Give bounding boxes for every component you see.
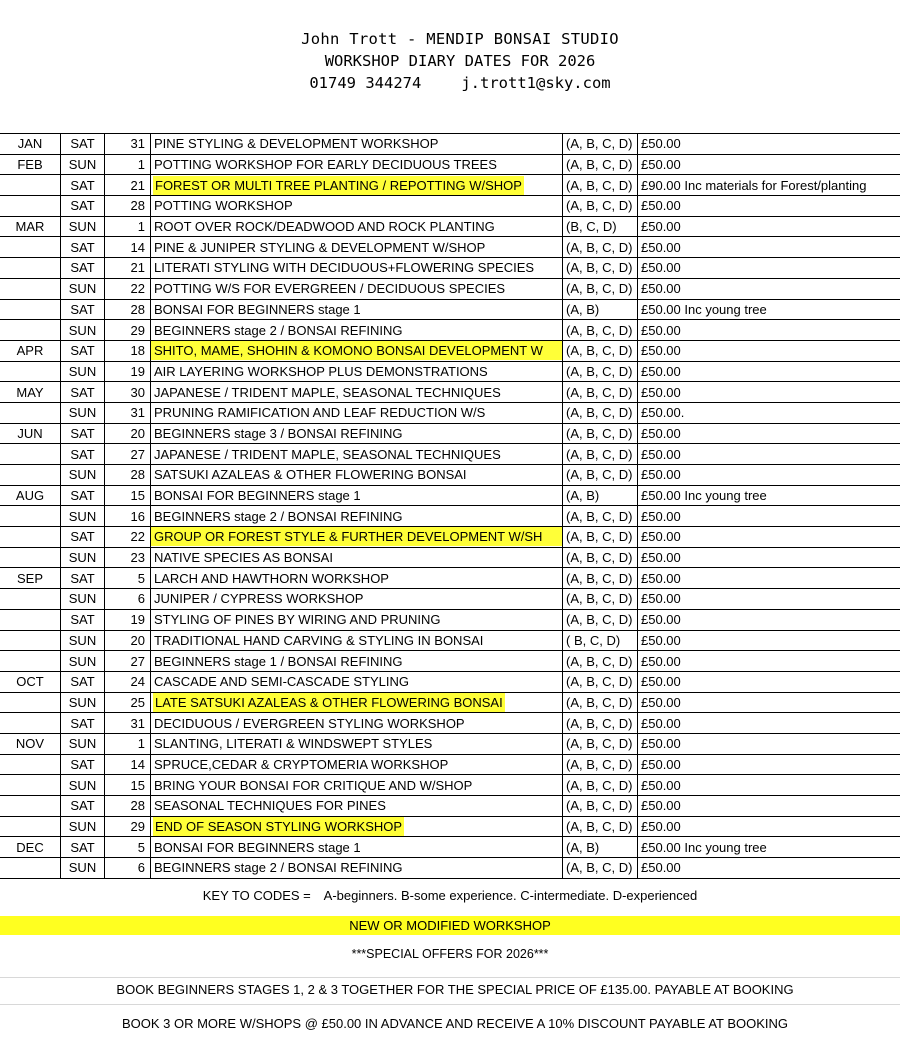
- table-row: [0, 465, 900, 486]
- workshop-title-cell: PINE STYLING & DEVELOPMENT WORKSHOP: [151, 134, 563, 155]
- day-cell: SUN: [61, 506, 105, 527]
- table-row: [0, 692, 900, 713]
- workshop-title-cell: BONSAI FOR BEGINNERS stage 1: [151, 299, 563, 320]
- workshop-title-cell: PRUNING RAMIFICATION AND LEAF REDUCTION W/S: [151, 402, 563, 423]
- month-cell: [0, 237, 61, 258]
- month-cell: [0, 361, 61, 382]
- month-cell: [0, 278, 61, 299]
- price-cell: £50.00: [638, 671, 900, 692]
- codes-cell: (A, B): [563, 299, 638, 320]
- table-row: [0, 382, 900, 403]
- workshop-title-cell: POTTING WORKSHOP: [151, 196, 563, 217]
- month-cell: [0, 527, 61, 548]
- month-cell: MAR: [0, 216, 61, 237]
- table-row: [0, 630, 900, 651]
- workshop-title-cell: STYLING OF PINES BY WIRING AND PRUNING: [151, 609, 563, 630]
- new-workshop-highlight: END OF SEASON STYLING WORKSHOP: [155, 819, 403, 835]
- workshop-title-cell: TRADITIONAL HAND CARVING & STYLING IN BONSAI: [151, 630, 563, 651]
- table-row: [0, 134, 900, 155]
- price-cell: £50.00: [638, 423, 900, 444]
- codes-cell: (A, B): [563, 837, 638, 858]
- codes-cell: (A, B, C, D): [563, 465, 638, 486]
- codes-cell: (A, B, C, D): [563, 444, 638, 465]
- price-cell: £50.00: [638, 589, 900, 610]
- date-cell: 30: [105, 382, 151, 403]
- date-cell: 21: [105, 175, 151, 196]
- day-cell: SAT: [61, 527, 105, 548]
- month-cell: [0, 320, 61, 341]
- workshop-title-cell: SLANTING, LITERATI & WINDSWEPT STYLES: [151, 733, 563, 754]
- codes-cell: (A, B, C, D): [563, 134, 638, 155]
- date-cell: 28: [105, 299, 151, 320]
- workshop-title-cell: JUNIPER / CYPRESS WORKSHOP: [151, 589, 563, 610]
- table-row: [0, 816, 900, 837]
- date-cell: 14: [105, 754, 151, 775]
- month-cell: APR: [0, 340, 61, 361]
- date-cell: 22: [105, 278, 151, 299]
- workshop-title-cell: DECIDUOUS / EVERGREEN STYLING WORKSHOP: [151, 713, 563, 734]
- day-cell: SAT: [61, 196, 105, 217]
- price-cell: £50.00.: [638, 402, 900, 423]
- codes-cell: (A, B, C, D): [563, 733, 638, 754]
- price-cell: £50.00: [638, 692, 900, 713]
- day-cell: SUN: [61, 547, 105, 568]
- price-cell: £50.00: [638, 465, 900, 486]
- month-cell: [0, 651, 61, 672]
- day-cell: SUN: [61, 402, 105, 423]
- month-cell: NOV: [0, 733, 61, 754]
- codes-cell: (A, B, C, D): [563, 196, 638, 217]
- date-cell: 31: [105, 402, 151, 423]
- codes-cell: (A, B): [563, 485, 638, 506]
- day-cell: SAT: [61, 444, 105, 465]
- price-cell: £50.00: [638, 258, 900, 279]
- phone-number: 01749 344274: [309, 74, 422, 92]
- day-cell: SAT: [61, 671, 105, 692]
- table-row: [0, 527, 900, 548]
- workshop-title-cell: [151, 816, 563, 837]
- table-row: [0, 754, 900, 775]
- table-row: [0, 278, 900, 299]
- table-row: [0, 299, 900, 320]
- day-cell: SUN: [61, 733, 105, 754]
- table-row: [0, 858, 900, 879]
- key-text: A-beginners. B-some experience. C-intermediate. D-experienced: [323, 888, 698, 903]
- day-cell: SAT: [61, 796, 105, 817]
- price-cell: £90.00 Inc materials for Forest/planting: [638, 175, 900, 196]
- date-cell: 1: [105, 216, 151, 237]
- new-workshop-highlight: SHITO, MAME, SHOHIN & KOMONO BONSAI DEVELOPMENT W: [151, 341, 562, 360]
- month-cell: SEP: [0, 568, 61, 589]
- table-row: [0, 547, 900, 568]
- date-cell: 27: [105, 444, 151, 465]
- date-cell: 18: [105, 340, 151, 361]
- date-cell: 19: [105, 361, 151, 382]
- codes-cell: (A, B, C, D): [563, 527, 638, 548]
- price-cell: £50.00: [638, 547, 900, 568]
- price-cell: £50.00: [638, 278, 900, 299]
- day-cell: SAT: [61, 175, 105, 196]
- day-cell: SUN: [61, 589, 105, 610]
- month-cell: [0, 816, 61, 837]
- date-cell: 24: [105, 671, 151, 692]
- month-cell: [0, 754, 61, 775]
- date-cell: 28: [105, 796, 151, 817]
- workshop-title-cell: BEGINNERS stage 2 / BONSAI REFINING: [151, 858, 563, 879]
- new-workshop-legend: NEW OR MODIFIED WORKSHOP: [0, 916, 900, 935]
- workshop-title-cell: LITERATI STYLING WITH DECIDUOUS+FLOWERING SPECIES: [151, 258, 563, 279]
- codes-cell: (A, B, C, D): [563, 671, 638, 692]
- month-cell: [0, 547, 61, 568]
- month-cell: [0, 775, 61, 796]
- table-row: [0, 320, 900, 341]
- table-row: [0, 506, 900, 527]
- workshop-title-cell: AIR LAYERING WORKSHOP PLUS DEMONSTRATIONS: [151, 361, 563, 382]
- workshop-title-cell: SPRUCE,CEDAR & CRYPTOMERIA WORKSHOP: [151, 754, 563, 775]
- day-cell: SAT: [61, 485, 105, 506]
- workshop-title-cell: JAPANESE / TRIDENT MAPLE, SEASONAL TECHNIQUES: [151, 444, 563, 465]
- price-cell: £50.00 Inc young tree: [638, 299, 900, 320]
- price-cell: £50.00: [638, 361, 900, 382]
- codes-cell: (A, B, C, D): [563, 775, 638, 796]
- table-row: [0, 837, 900, 858]
- date-cell: 1: [105, 733, 151, 754]
- price-cell: £50.00: [638, 134, 900, 155]
- month-cell: [0, 299, 61, 320]
- day-cell: SUN: [61, 216, 105, 237]
- date-cell: 21: [105, 258, 151, 279]
- diary-title: WORKSHOP DIARY DATES FOR 2026: [324, 52, 596, 70]
- codes-cell: (A, B, C, D): [563, 692, 638, 713]
- table-row: [0, 196, 900, 217]
- month-cell: [0, 858, 61, 879]
- special-offer-1: BOOK BEGINNERS STAGES 1, 2 & 3 TOGETHER FOR THE SPECIAL PRICE OF £135.00. PAYABLE AT BOOKING: [116, 982, 794, 997]
- price-cell: £50.00: [638, 816, 900, 837]
- day-cell: SAT: [61, 237, 105, 258]
- month-cell: AUG: [0, 485, 61, 506]
- date-cell: 23: [105, 547, 151, 568]
- day-cell: SAT: [61, 258, 105, 279]
- date-cell: 28: [105, 465, 151, 486]
- table-row: [0, 485, 900, 506]
- special-offers-title: ***SPECIAL OFFERS FOR 2026***: [351, 947, 549, 961]
- table-row: [0, 609, 900, 630]
- new-workshop-highlight: LATE SATSUKI AZALEAS & OTHER FLOWERING BONSAI: [155, 694, 503, 710]
- email-address: j.trott1@sky.com: [461, 74, 611, 92]
- new-workshop-highlight: FOREST OR MULTI TREE PLANTING / REPOTTING W/SHOP: [155, 177, 522, 193]
- workshop-title-cell: SEASONAL TECHNIQUES FOR PINES: [151, 796, 563, 817]
- workshop-title-cell: BEGINNERS stage 3 / BONSAI REFINING: [151, 423, 563, 444]
- month-cell: [0, 630, 61, 651]
- month-cell: DEC: [0, 837, 61, 858]
- day-cell: SAT: [61, 382, 105, 403]
- date-cell: 16: [105, 506, 151, 527]
- day-cell: SAT: [61, 609, 105, 630]
- table-row: [0, 589, 900, 610]
- workshop-title-cell: POTTING W/S FOR EVERGREEN / DECIDUOUS SPECIES: [151, 278, 563, 299]
- day-cell: SAT: [61, 837, 105, 858]
- workshop-title-cell: PINE & JUNIPER STYLING & DEVELOPMENT W/SHOP: [151, 237, 563, 258]
- day-cell: SAT: [61, 299, 105, 320]
- codes-cell: (A, B, C, D): [563, 361, 638, 382]
- date-cell: 22: [105, 527, 151, 548]
- day-cell: SUN: [61, 465, 105, 486]
- price-cell: £50.00: [638, 527, 900, 548]
- price-cell: £50.00: [638, 340, 900, 361]
- day-cell: SUN: [61, 320, 105, 341]
- price-cell: £50.00: [638, 382, 900, 403]
- divider: [0, 1004, 900, 1005]
- codes-cell: (A, B, C, D): [563, 175, 638, 196]
- codes-cell: ( B, C, D): [563, 630, 638, 651]
- month-cell: [0, 713, 61, 734]
- price-cell: £50.00: [638, 237, 900, 258]
- workshop-title-cell: BONSAI FOR BEGINNERS stage 1: [151, 837, 563, 858]
- price-cell: £50.00: [638, 609, 900, 630]
- day-cell: SUN: [61, 775, 105, 796]
- table-row: [0, 796, 900, 817]
- day-cell: SUN: [61, 651, 105, 672]
- date-cell: 15: [105, 775, 151, 796]
- codes-cell: (A, B, C, D): [563, 609, 638, 630]
- workshop-title-cell: BEGINNERS stage 1 / BONSAI REFINING: [151, 651, 563, 672]
- workshop-title-cell: BRING YOUR BONSAI FOR CRITIQUE AND W/SHOP: [151, 775, 563, 796]
- month-cell: [0, 692, 61, 713]
- table-row: [0, 651, 900, 672]
- price-cell: £50.00: [638, 568, 900, 589]
- document-header: [0, 28, 900, 94]
- table-row: [0, 423, 900, 444]
- date-cell: 20: [105, 423, 151, 444]
- month-cell: [0, 796, 61, 817]
- month-cell: [0, 589, 61, 610]
- date-cell: 15: [105, 485, 151, 506]
- day-cell: SAT: [61, 340, 105, 361]
- codes-cell: (A, B, C, D): [563, 402, 638, 423]
- month-cell: [0, 506, 61, 527]
- codes-cell: (A, B, C, D): [563, 423, 638, 444]
- price-cell: £50.00: [638, 506, 900, 527]
- codes-cell: (A, B, C, D): [563, 754, 638, 775]
- month-cell: [0, 402, 61, 423]
- workshop-title-cell: [151, 692, 563, 713]
- price-cell: £50.00: [638, 733, 900, 754]
- special-offer-2: BOOK 3 OR MORE W/SHOPS @ £50.00 IN ADVANCE AND RECEIVE A 10% DISCOUNT PAYABLE AT BOOKING: [121, 1016, 789, 1031]
- day-cell: SUN: [61, 858, 105, 879]
- date-cell: 19: [105, 609, 151, 630]
- table-row: [0, 713, 900, 734]
- price-cell: £50.00: [638, 651, 900, 672]
- day-cell: SAT: [61, 423, 105, 444]
- codes-cell: (A, B, C, D): [563, 816, 638, 837]
- date-cell: 27: [105, 651, 151, 672]
- day-cell: SAT: [61, 713, 105, 734]
- table-row: [0, 775, 900, 796]
- workshop-title-cell: LARCH AND HAWTHORN WORKSHOP: [151, 568, 563, 589]
- day-cell: SAT: [61, 568, 105, 589]
- day-cell: SAT: [61, 754, 105, 775]
- price-cell: £50.00: [638, 444, 900, 465]
- date-cell: 6: [105, 858, 151, 879]
- new-workshop-highlight: GROUP OR FOREST STYLE & FURTHER DEVELOPMENT W/SH: [151, 527, 562, 546]
- month-cell: JUN: [0, 423, 61, 444]
- divider: [0, 977, 900, 978]
- workshop-title-cell: POTTING WORKSHOP FOR EARLY DECIDUOUS TREES: [151, 154, 563, 175]
- table-row: [0, 402, 900, 423]
- date-cell: 20: [105, 630, 151, 651]
- month-cell: MAY: [0, 382, 61, 403]
- date-cell: 28: [105, 196, 151, 217]
- codes-cell: (A, B, C, D): [563, 796, 638, 817]
- workshop-title-cell: ROOT OVER ROCK/DEADWOOD AND ROCK PLANTING: [151, 216, 563, 237]
- codes-cell: (A, B, C, D): [563, 340, 638, 361]
- month-cell: [0, 444, 61, 465]
- codes-cell: (A, B, C, D): [563, 651, 638, 672]
- date-cell: 5: [105, 837, 151, 858]
- table-row: [0, 237, 900, 258]
- day-cell: SUN: [61, 816, 105, 837]
- month-cell: JAN: [0, 134, 61, 155]
- studio-title: John Trott - MENDIP BONSAI STUDIO: [301, 30, 619, 48]
- price-cell: £50.00: [638, 713, 900, 734]
- codes-cell: (A, B, C, D): [563, 713, 638, 734]
- date-cell: 5: [105, 568, 151, 589]
- month-cell: FEB: [0, 154, 61, 175]
- table-row: [0, 175, 900, 196]
- month-cell: [0, 175, 61, 196]
- codes-cell: (A, B, C, D): [563, 237, 638, 258]
- workshop-title-cell: JAPANESE / TRIDENT MAPLE, SEASONAL TECHNIQUES: [151, 382, 563, 403]
- codes-cell: (A, B, C, D): [563, 320, 638, 341]
- price-cell: £50.00 Inc young tree: [638, 485, 900, 506]
- table-row: [0, 216, 900, 237]
- price-cell: £50.00: [638, 630, 900, 651]
- month-cell: [0, 196, 61, 217]
- table-row: [0, 361, 900, 382]
- day-cell: SUN: [61, 630, 105, 651]
- key-to-codes: [0, 888, 900, 903]
- codes-cell: (A, B, C, D): [563, 154, 638, 175]
- price-cell: £50.00 Inc young tree: [638, 837, 900, 858]
- table-row: [0, 444, 900, 465]
- month-cell: [0, 465, 61, 486]
- table-row: [0, 733, 900, 754]
- day-cell: SUN: [61, 692, 105, 713]
- price-cell: £50.00: [638, 858, 900, 879]
- table-row: [0, 568, 900, 589]
- price-cell: £50.00: [638, 154, 900, 175]
- workshop-diary-table: [0, 133, 900, 879]
- day-cell: SAT: [61, 134, 105, 155]
- day-cell: SUN: [61, 278, 105, 299]
- date-cell: 29: [105, 816, 151, 837]
- workshop-title-cell: CASCADE AND SEMI-CASCADE STYLING: [151, 671, 563, 692]
- day-cell: SUN: [61, 154, 105, 175]
- month-cell: [0, 258, 61, 279]
- table-row: [0, 340, 900, 361]
- price-cell: £50.00: [638, 216, 900, 237]
- date-cell: 14: [105, 237, 151, 258]
- workshop-title-cell: [151, 527, 563, 548]
- price-cell: £50.00: [638, 320, 900, 341]
- price-cell: £50.00: [638, 196, 900, 217]
- codes-cell: (A, B, C, D): [563, 506, 638, 527]
- table-row: [0, 258, 900, 279]
- workshop-title-cell: BEGINNERS stage 2 / BONSAI REFINING: [151, 506, 563, 527]
- workshop-title-cell: NATIVE SPECIES AS BONSAI: [151, 547, 563, 568]
- codes-cell: (A, B, C, D): [563, 547, 638, 568]
- codes-cell: (A, B, C, D): [563, 382, 638, 403]
- codes-cell: (A, B, C, D): [563, 858, 638, 879]
- workshop-title-cell: [151, 175, 563, 196]
- workshop-title-cell: SATSUKI AZALEAS & OTHER FLOWERING BONSAI: [151, 465, 563, 486]
- codes-cell: (A, B, C, D): [563, 258, 638, 279]
- table-row: [0, 671, 900, 692]
- contact-line: [0, 72, 900, 94]
- date-cell: 1: [105, 154, 151, 175]
- date-cell: 31: [105, 134, 151, 155]
- table-row: [0, 154, 900, 175]
- workshop-title-cell: [151, 340, 563, 361]
- codes-cell: (B, C, D): [563, 216, 638, 237]
- workshop-title-cell: BEGINNERS stage 2 / BONSAI REFINING: [151, 320, 563, 341]
- month-cell: OCT: [0, 671, 61, 692]
- month-cell: [0, 609, 61, 630]
- date-cell: 31: [105, 713, 151, 734]
- codes-cell: (A, B, C, D): [563, 589, 638, 610]
- date-cell: 6: [105, 589, 151, 610]
- workshop-title-cell: BONSAI FOR BEGINNERS stage 1: [151, 485, 563, 506]
- key-label: KEY TO CODES =: [202, 888, 311, 903]
- date-cell: 25: [105, 692, 151, 713]
- price-cell: £50.00: [638, 796, 900, 817]
- date-cell: 29: [105, 320, 151, 341]
- day-cell: SUN: [61, 361, 105, 382]
- codes-cell: (A, B, C, D): [563, 278, 638, 299]
- price-cell: £50.00: [638, 775, 900, 796]
- codes-cell: (A, B, C, D): [563, 568, 638, 589]
- price-cell: £50.00: [638, 754, 900, 775]
